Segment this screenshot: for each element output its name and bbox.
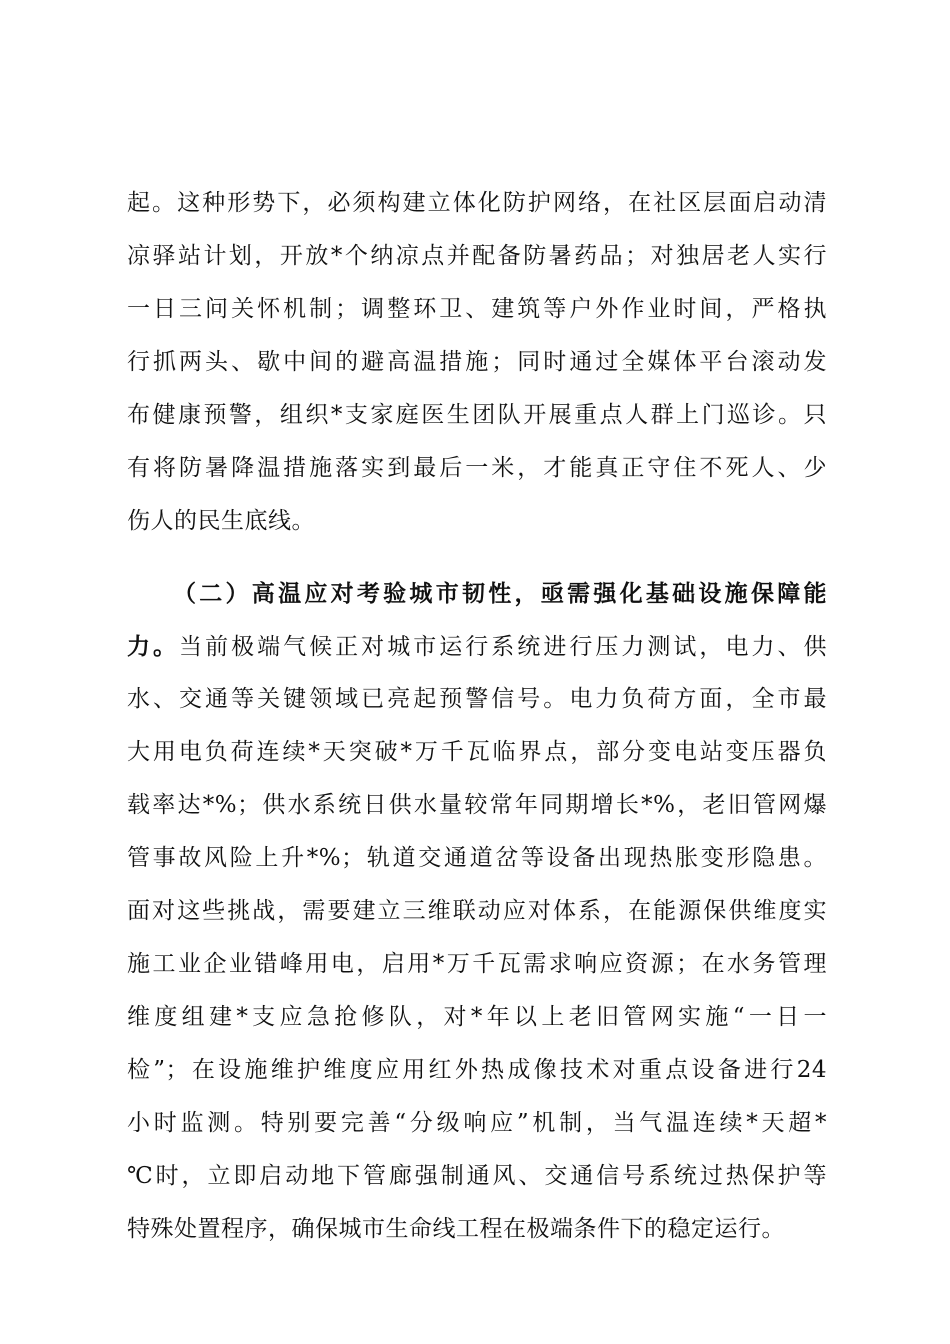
text-line: 凉驿站计划，开放*个纳凉点并配备防暑药品；对独居老人实行 [127,243,827,269]
text-line: 施工业企业错峰用电，启用*万千瓦需求响应资源；在水务管理 [127,951,827,977]
text-line: 一日三问关怀机制；调整环卫、建筑等户外作业时间，严格执 [127,296,827,322]
paragraph-1 [127,177,827,548]
text-line: 维度组建*支应急抢修队，对*年以上老旧管网实施“一日一 [127,1004,827,1030]
text-line [127,620,827,673]
document-body [127,177,827,1256]
section-heading-end: 力。 [127,633,180,660]
text-line: 有将防暑降温措施落实到最后一米，才能真正守住不死人、少 [127,455,827,481]
paragraph-2 [127,567,827,1256]
text-line: 大用电负荷连续*天突破*万千瓦临界点，部分变电站变压器负 [127,739,827,765]
text-line: ℃时，立即启动地下管廊强制通风、交通信号系统过热保护等 [127,1163,827,1189]
text-line: 起。这种形势下，必须构建立体化防护网络，在社区层面启动清 [127,190,827,216]
text-line: 特殊处置程序，确保城市生命线工程在极端条件下的稳定运行。 [127,1216,785,1242]
text-line: 检”；在设施维护维度应用红外热成像技术对重点设备进行24 [127,1057,827,1083]
text-line: 行抓两头、歇中间的避高温措施；同时通过全媒体平台滚动发 [127,349,827,375]
text-line: 伤人的民生底线。 [127,508,315,534]
section-heading: （二）高温应对考验城市韧性，亟需强化基础设施保障能 [173,580,827,607]
text-line: 管事故风险上升*%；轨道交通道岔等设备出现热胀变形隐患。 [127,845,827,871]
text-line: 水、交通等关键领域已亮起预警信号。电力负荷方面，全市最 [127,686,827,712]
text-line: 面对这些挑战，需要建立三维联动应对体系，在能源保供维度实 [127,898,827,924]
text-line: 小时监测。特别要完善“分级响应”机制，当气温连续*天超* [127,1110,827,1136]
text-line-rest: 当前极端气候正对城市运行系统进行压力测试，电力、供 [179,634,828,660]
text-line: 布健康预警，组织*支家庭医生团队开展重点人群上门巡诊。只 [127,402,827,428]
paragraph-spacer [127,548,827,567]
text-line: 载率达*%；供水系统日供水量较常年同期增长*%，老旧管网爆 [127,792,827,818]
